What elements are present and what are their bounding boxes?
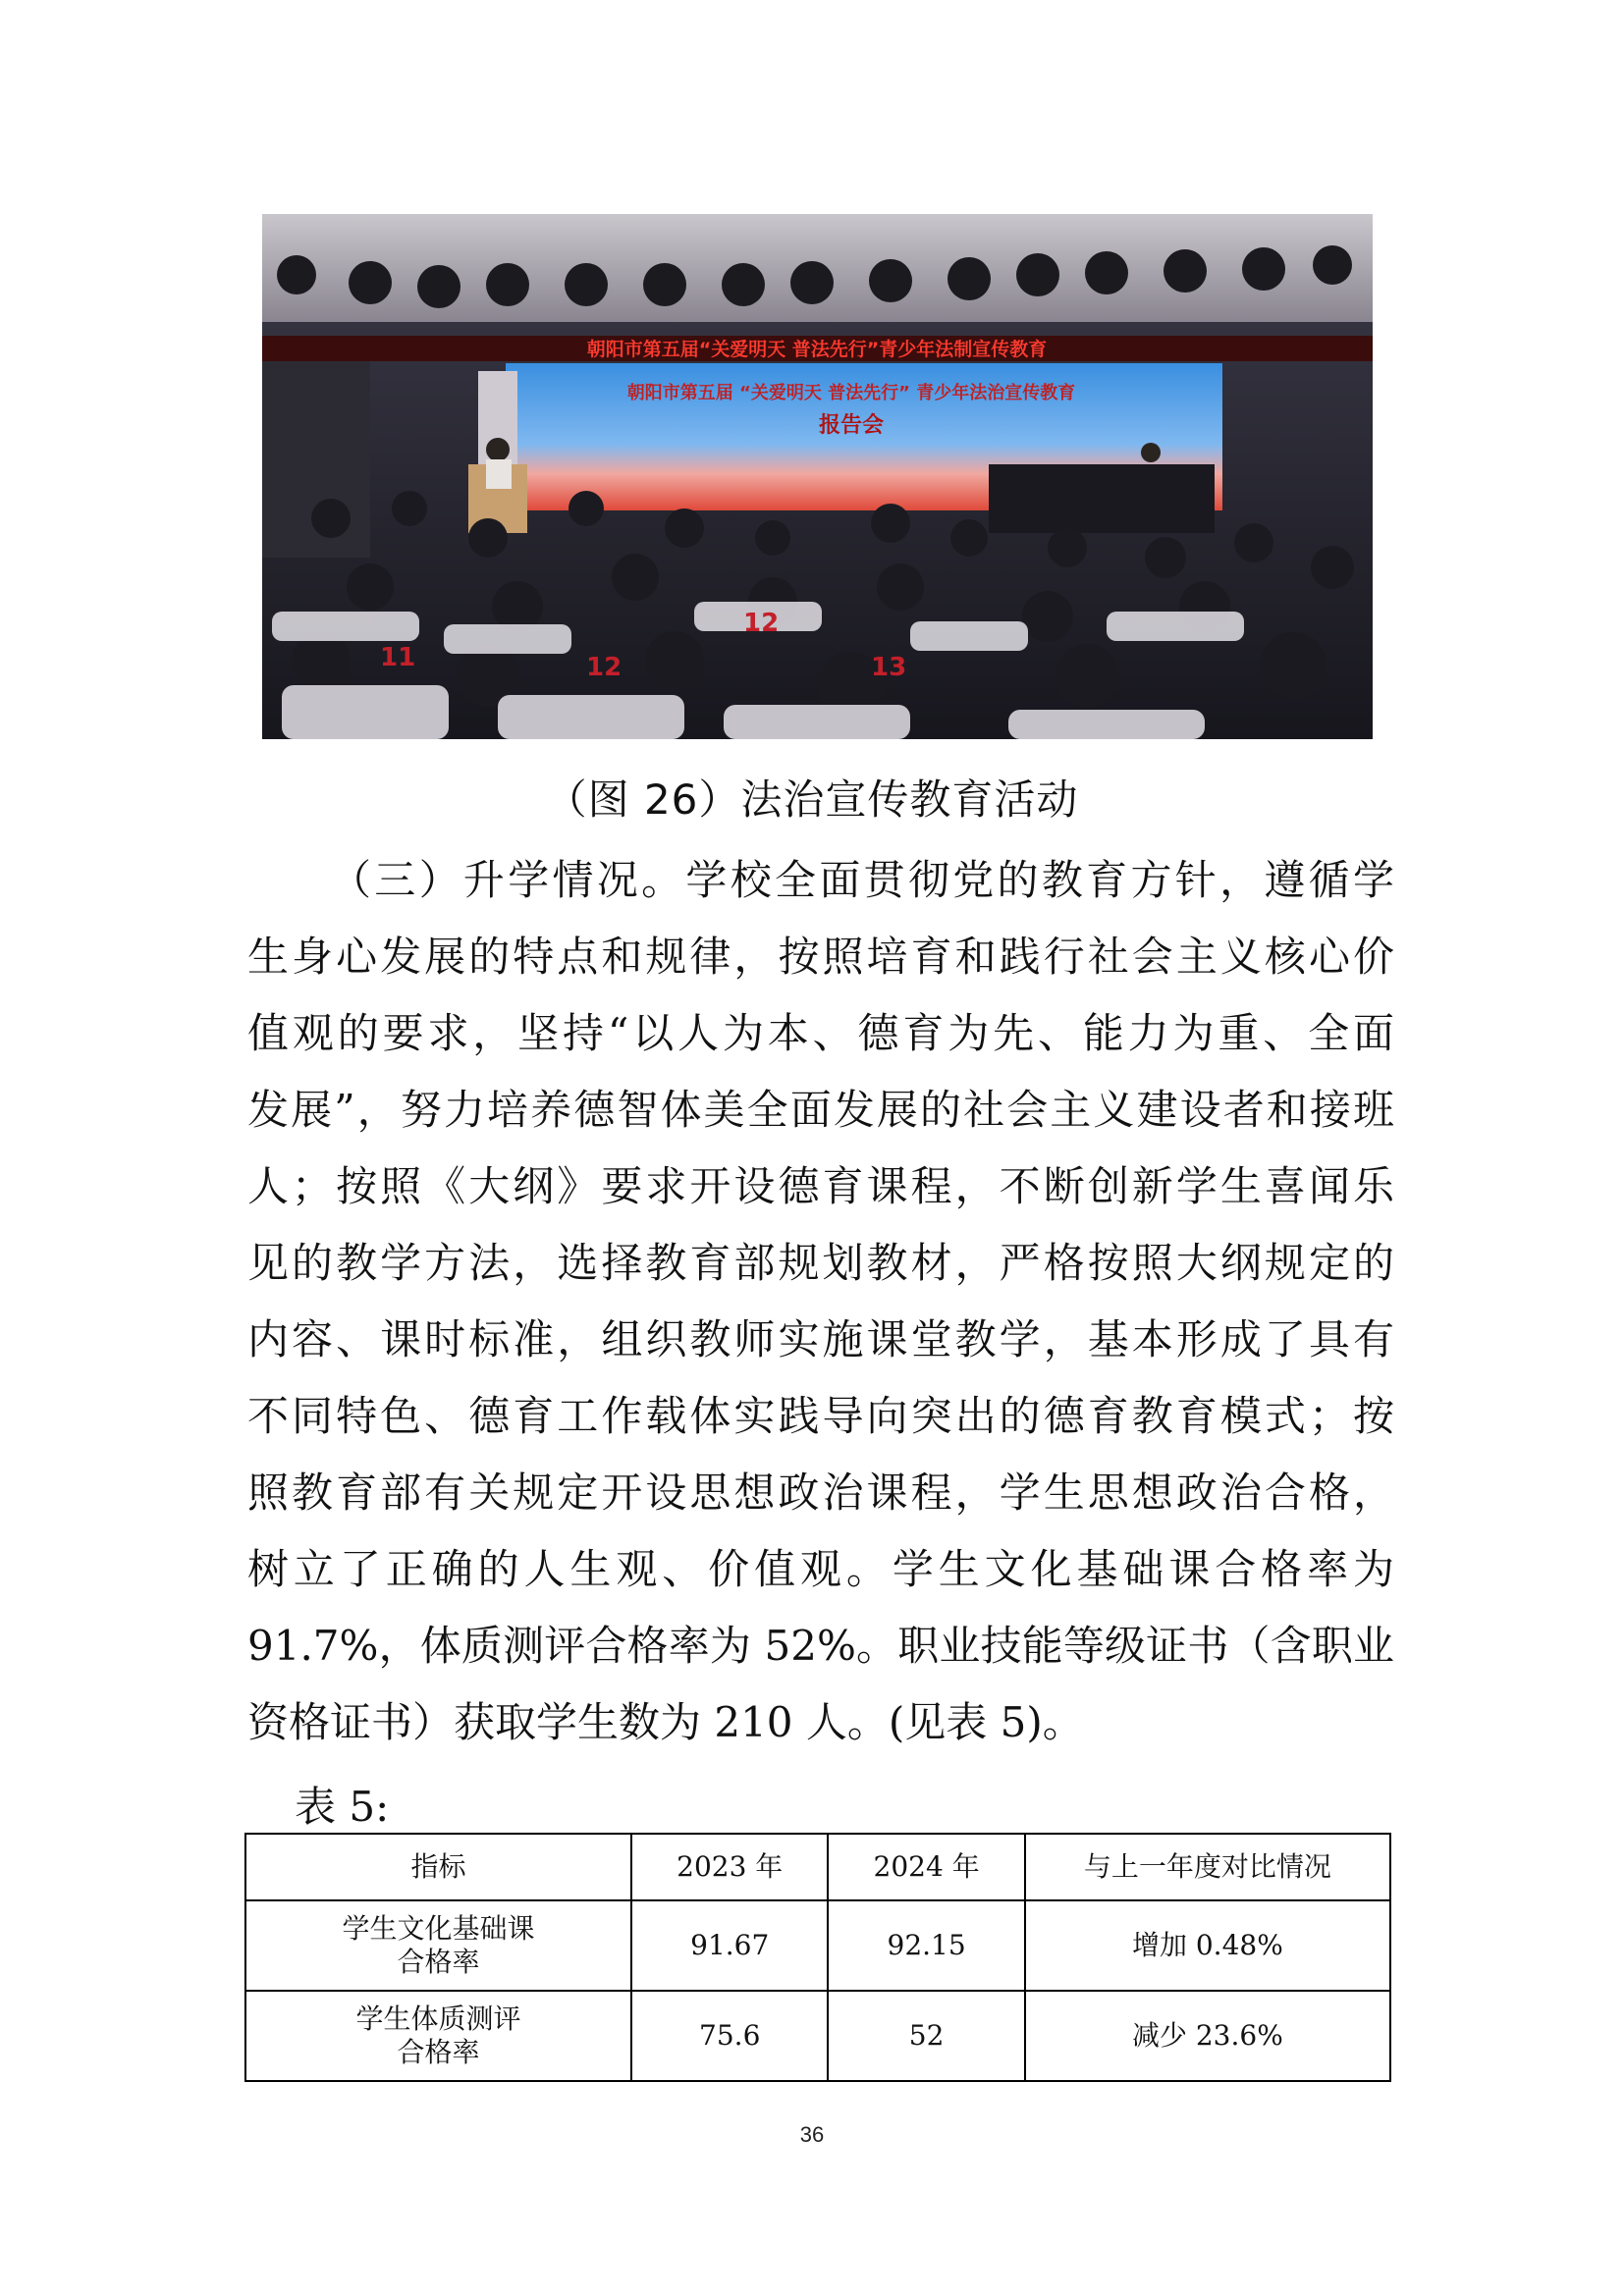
table-header-row [245, 1834, 1390, 1900]
seat-number: 11 [380, 643, 416, 672]
indicator-text: 合格率 [397, 2036, 480, 2068]
table-header-cell: 2023 年 [631, 1834, 828, 1900]
stage-table [989, 464, 1215, 533]
screen-subtitle: 报告会 [818, 413, 885, 438]
table-row [245, 1900, 1390, 1991]
event-photo [262, 214, 1373, 739]
table-label: 表 5: [295, 1783, 390, 1831]
body-paragraph [247, 842, 1394, 1761]
paragraph-line: 照教育部有关规定开设思想政治课程，学生思想政治合格， [247, 1468, 1394, 1517]
paragraph-line: 内容、课时标准，组织教师实施课堂教学，基本形成了具有 [247, 1315, 1394, 1363]
indicator-cell [245, 1991, 631, 2081]
paragraph-line: （三）升学情况。学校全面贯彻党的教育方针，遵循学 [330, 856, 1394, 904]
indicator-text: 学生体质测评 [355, 2002, 521, 2035]
page-number: 36 [799, 2122, 825, 2147]
paragraph-line: 人；按照《大纲》要求开设德育课程，不断创新学生喜闻乐 [247, 1162, 1394, 1210]
paragraph-line: 91.7%，体质测评合格率为 52%。职业技能等级证书（含职业 [247, 1622, 1394, 1670]
paragraph-line: 不同特色、德育工作载体实践导向突出的德育教育模式；按 [247, 1392, 1394, 1440]
auditorium-photo-illustration [262, 214, 1373, 739]
indicator-text: 合格率 [397, 1946, 480, 1978]
paragraph-line: 见的教学方法，选择教育部规划教材，严格按照大纲规定的 [247, 1239, 1394, 1287]
paragraph-line: 资格证书）获取学生数为 210 人。(见表 5)。 [247, 1698, 1084, 1746]
led-banner-text: 朝阳市第五届“关爱明天 普法先行”青少年法制宣传教育 [586, 339, 1048, 360]
table-header-cell: 与上一年度对比情况 [1025, 1834, 1390, 1900]
value-2023-cell: 75.6 [631, 1991, 828, 2081]
seat-number: 13 [871, 653, 907, 682]
table-row [245, 1991, 1390, 2081]
figure-caption: （图 26）法治宣传教育活动 [545, 775, 1079, 824]
value-2024-cell: 92.15 [828, 1900, 1024, 1991]
table-header-cell: 2024 年 [828, 1834, 1024, 1900]
comparison-cell: 减少 23.6% [1025, 1991, 1390, 2081]
paragraph-line: 发展”，努力培养德智体美全面发展的社会主义建设者和接班 [247, 1086, 1394, 1134]
table-header-cell: 指标 [245, 1834, 631, 1900]
statistics-table [244, 1833, 1391, 2082]
paragraph-line: 生身心发展的特点和规律，按照培育和践行社会主义核心价 [247, 933, 1394, 981]
seat-number: 12 [586, 653, 623, 682]
indicator-text: 学生文化基础课 [342, 1912, 535, 1945]
screen-title: 朝阳市第五届 “关爱明天 普法先行” 青少年法治宣传教育 [626, 383, 1076, 403]
seat-number: 12 [743, 609, 780, 638]
paragraph-line: 值观的要求，坚持“以人为本、德育为先、能力为重、全面 [247, 1009, 1394, 1057]
indicator-cell [245, 1900, 631, 1991]
comparison-cell: 增加 0.48% [1025, 1900, 1390, 1991]
value-2024-cell: 52 [828, 1991, 1024, 2081]
paragraph-line: 树立了正确的人生观、价值观。学生文化基础课合格率为 [247, 1545, 1394, 1593]
value-2023-cell: 91.67 [631, 1900, 828, 1991]
